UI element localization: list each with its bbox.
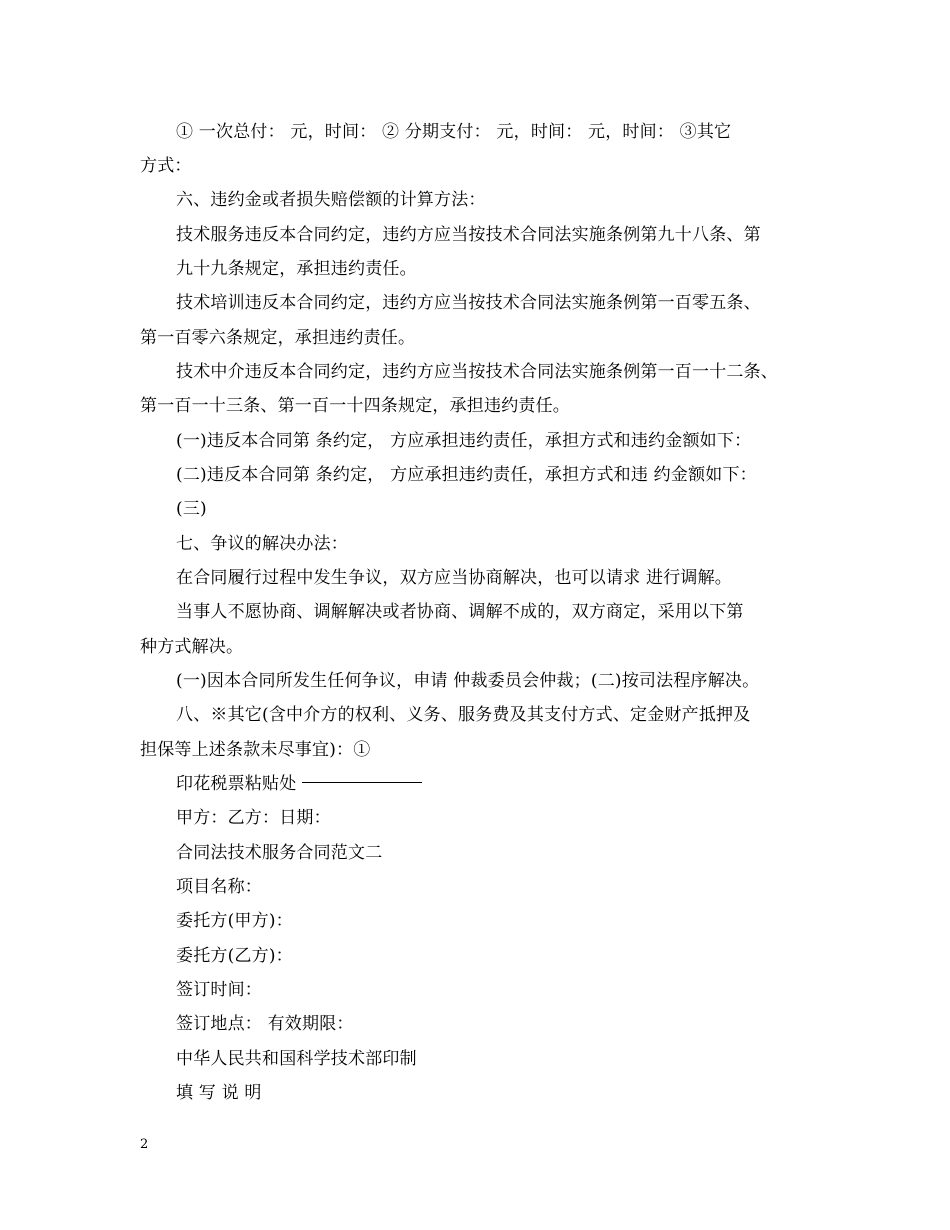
dispute-method-continuation: 种方式解决。 <box>140 637 244 657</box>
section-six-heading: 六、违约金或者损失赔偿额的计算方法： <box>176 190 486 210</box>
payment-options-continuation: 方式： <box>140 156 192 176</box>
tech-service-clause-continuation: 九十九条规定，承担违约责任。 <box>176 259 417 279</box>
page-number: 2 <box>140 1137 149 1152</box>
stamp-area-underline <box>302 782 422 783</box>
breach-item-one: (一)违反本合同第 条约定， 方应承担违约责任，承担方式和违约金额如下： <box>176 431 752 451</box>
tech-training-clause-continuation: 第一百零六条规定，承担违约责任。 <box>140 328 416 348</box>
signing-time-field: 签订时间： <box>176 980 262 1000</box>
printed-by-line: 中华人民共和国科学技术部印制 <box>176 1049 417 1069</box>
tech-intermediary-clause-continuation: 第一百一十三条、第一百一十四条规定，承担违约责任。 <box>140 396 570 416</box>
signing-place-validity-field: 签订地点： 有效期限： <box>176 1014 354 1034</box>
breach-item-three: (三) <box>176 499 207 519</box>
section-seven-heading: 七、争议的解决办法： <box>176 534 348 554</box>
tech-intermediary-clause: 技术中介违反本合同约定，违约方应当按技术合同法实施条例第一百一十二条、 <box>176 362 778 382</box>
contract-title-two: 合同法技术服务合同范文二 <box>176 843 383 863</box>
breach-item-two: (二)违反本合同第 条约定， 方应承担违约责任，承担方式和违 约金额如下： <box>176 465 757 485</box>
client-party-a-field: 委托方(甲方)： <box>176 911 293 931</box>
project-name-field: 项目名称： <box>176 877 262 897</box>
tech-training-clause: 技术培训违反本合同约定，违约方应当按技术合同法实施条例第一百零五条、 <box>176 293 761 313</box>
dispute-negotiation-line: 在合同履行过程中发生争议，双方应当协商解决，也可以请求 进行调解。 <box>176 568 733 588</box>
client-party-b-field: 委托方(乙方)： <box>176 946 293 966</box>
section-eight-heading: 八、※其它(含中介方的权利、义务、服务费及其支付方式、定金财产抵押及 <box>176 705 751 725</box>
section-eight-continuation: 担保等上述条款未尽事宜)：① <box>140 740 371 760</box>
dispute-method-line: 当事人不愿协商、调解解决或者协商、调解不成的，双方商定，采用以下第 <box>176 602 744 622</box>
tech-service-clause: 技术服务违反本合同约定，违约方应当按技术合同法实施条例第九十八条、第 <box>176 225 761 245</box>
dispute-options-line: (一)因本合同所发生任何争议，申请 仲裁委员会仲裁；(二)按司法程序解决。 <box>176 671 760 691</box>
stamp-area-line <box>176 773 422 795</box>
payment-options-line: ① 一次总付： 元，时间： ② 分期支付： 元，时间： 元，时间： ③其它 <box>176 122 732 142</box>
stamp-area-label: 印花税票粘贴处 <box>176 774 297 794</box>
signature-line: 甲方：乙方：日期： <box>176 808 331 828</box>
instructions-heading: 填 写 说 明 <box>176 1083 262 1103</box>
